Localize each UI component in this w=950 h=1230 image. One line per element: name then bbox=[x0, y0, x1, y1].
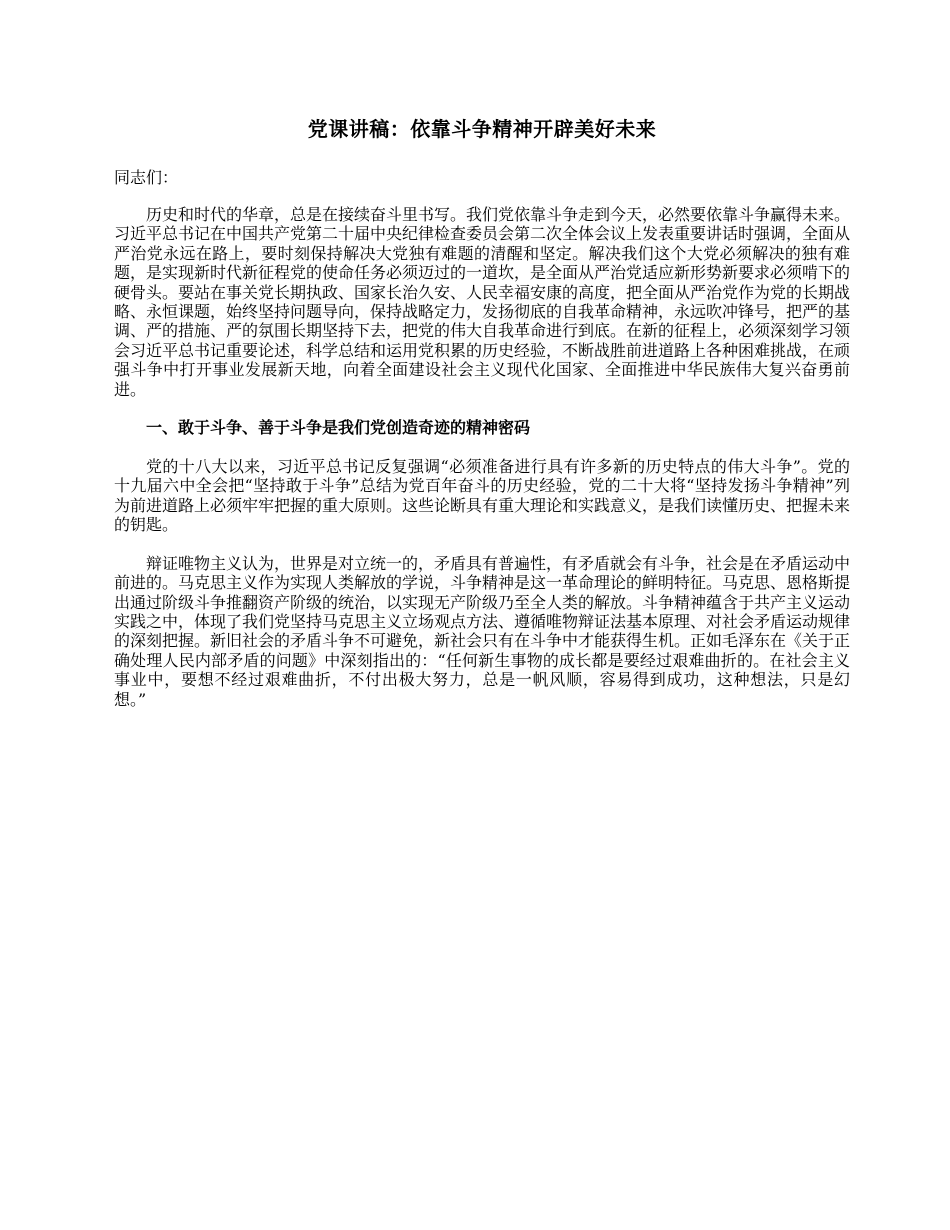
section-paragraph-1: 党的十八大以来，习近平总书记反复强调“必须准备进行具有许多新的历史特点的伟大斗争”。党的十九届六中全会把“坚持敢于斗争”总结为党百年奋斗的历史经验，党的二十大将“坚持发扬斗争精神”列为前进道路上必须牢牢把握的重大原则。这些论断具有重大理论和实践意义，是我们读懂历史、把握未来的钥匙。 bbox=[114, 457, 851, 535]
document-title: 党课讲稿：依靠斗争精神开辟美好未来 bbox=[307, 117, 657, 141]
section-paragraph-2: 辩证唯物主义认为，世界是对立统一的，矛盾具有普遍性，有矛盾就会有斗争，社会是在矛盾运动中前进的。马克思主义作为实现人类解放的学说，斗争精神是这一革命理论的鲜明特征。马克思、恩格斯提出通过阶级斗争推翻资产阶级的统治，以实现无产阶级乃至全人类的解放。斗争精神蕴含于共产主义运动实践之中，体现了我们党坚持马克思主义立场观点方法、遵循唯物辩证法基本原理、对社会矛盾运动规律的深刻把握。新旧社会的矛盾斗争不可避免，新社会只有在斗争中才能获得生机。正如毛泽东在《关于正确处理人民内部矛盾的问题》中深刻指出的：“任何新生事物的成长都是要经过艰难曲折的。在社会主义事业中，要想不经过艰难曲折，不付出极大努力，总是一帆风顺，容易得到成功，这种想法，只是幻想。” bbox=[114, 553, 851, 709]
section-heading: 一、敢于斗争、善于斗争是我们党创造奇迹的精神密码 bbox=[146, 418, 531, 438]
document-page bbox=[114, 112, 850, 728]
intro-paragraph: 历史和时代的华章，总是在接续奋斗里书写。我们党依靠斗争走到今天，必然要依靠斗争赢得未来。习近平总书记在中国共产党第二十届中央纪律检查委员会第二次全体会议上发表重要讲话时强调，全面从严治党永远在路上，要时刻保持解决大党独有难题的清醒和坚定。解决我们这个大党必须解决的独有难题，是实现新时代新征程党的使命任务必须迈过的一道坎，是全面从严治党适应新形势新要求必须啃下的硬骨头。要站在事关党长期执政、国家长治久安、人民幸福安康的高度，把全面从严治党作为党的长期战略、永恒课题，始终坚持问题导向，保持战略定力，发扬彻底的自我革命精神，永远吹冲锋号，把严的基调、严的措施、严的氛围长期坚持下去，把党的伟大自我革命进行到底。在新的征程上，必须深刻学习领会习近平总书记重要论述，科学总结和运用党积累的历史经验，不断战胜前进道路上各种困难挑战，在顽强斗争中打开事业发展新天地，向着全面建设社会主义现代化国家、全面推进中华民族伟大复兴奋勇前进。 bbox=[114, 205, 851, 399]
salutation: 同志们： bbox=[114, 168, 179, 187]
